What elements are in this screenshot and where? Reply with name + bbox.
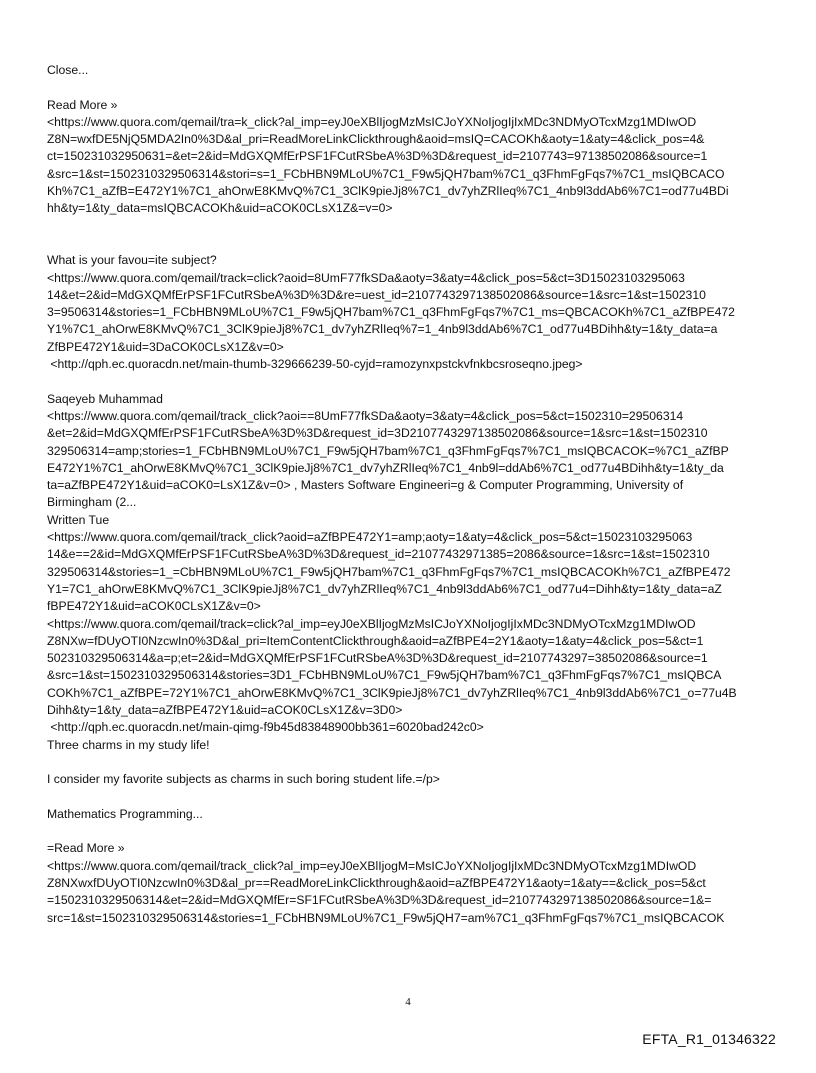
text-line: What is your favou=ite subject?: [47, 253, 217, 268]
text-line: ct=150231032950631=&et=2&id=MdGXQMfErPSF1FCutRSbeA%3D%3D&request_id=2107743=97138502086&source=1: [47, 149, 708, 164]
text-line: [47, 788, 777, 805]
text-line: Dihh&ty=1&ty_data=aZfBPE472Y1&uid=aCOK0CLsX1Z&v=3D0>: [47, 702, 403, 717]
text-line: Y1%7C1_ahOrwE8KMvQ%7C1_3ClK9pieJj8%7C1_dv7yhZRlIeq%7=1_4nb9l3ddAb6%7C1_od77u4BDihh&ty=1&ty_data=a: [47, 322, 718, 337]
text-line: I consider my favorite subjects as charms in such boring student life.=/p>: [47, 772, 440, 787]
text-line: [47, 823, 777, 840]
text-line: Mathematics Programming...: [47, 806, 203, 821]
text-line: E472Y1%7C1_ahOrwE8KMvQ%7C1_3ClK9pieJj8%7C1_dv7yhZRlIeq%7C1_4nb9l=ddAb6%7C1_od77u4BDihh&ty=1&ty_da: [47, 460, 724, 475]
text-line: <https://www.quora.com/qemail/track_click?aoid=aZfBPE472Y1=amp;aoty=1&aty=4&click_pos=5&ct=15023103295063: [47, 530, 693, 545]
text-line: Read More »: [47, 97, 118, 112]
text-line: src=1&st=1502310329506314&stories=1_FCbHBN9MLoU%7C1_F9w5jQH7=am%7C1_q3FhmFgFqs7%7C1_msIQBCACOK: [47, 910, 725, 925]
text-line: <https://www.quora.com/qemail/track_click?al_imp=eyJ0eXBlIjogM=MsICJoYXNoIjogIjIxMDc3NDMyOTcxMzg1MDIwOD: [47, 858, 697, 873]
text-line: Saqeyeb Muhammad: [47, 391, 163, 406]
bates-number: EFTA_R1_01346322: [642, 1031, 776, 1047]
text-line: ta=aZfBPE472Y1&uid=aCOK0=LsX1Z&v=0> , Masters Software Engineeri=g & Computer Programming, University of: [47, 478, 684, 493]
text-line: 329506314=amp;stories=1_FCbHBN9MLoU%7C1_F9w5jQH7bam%7C1_q3FhmFgFqs7%7C1_msIQBCACOK=%7C1_aZfBP: [47, 443, 729, 458]
text-line: [47, 373, 777, 390]
text-line: [47, 754, 777, 771]
text-line: 329506314&stories=1_=CbHBN9MLoU%7C1_F9w5jQH7bam%7C1_q3FhmFgFqs7%7C1_msIQBCACOKh%7C1_aZfBPE472: [47, 564, 731, 579]
text-line: =Read More »: [47, 841, 125, 856]
text-line: Close...: [47, 63, 89, 77]
text-line: &et=2&id=MdGXQMfErPSF1FCutRSbeA%3D%3D&request_id=3D2107743297138502086&source=1&src=1&st=1502310: [47, 426, 708, 441]
text-line: <https://www.quora.com/qemail/track_click?aoi==8UmF77fkSDa&aoty=3&aty=4&click_pos=5&ct=1502310=29506314: [47, 408, 684, 423]
text-line: COKh%7C1_aZfBPE=72Y1%7C1_ahOrwE8KMvQ%7C1_3ClK9pieJj8%7C1_dv7yhZRlIeq%7C1_4nb9l3ddAb6%7C1_o=77u4B: [47, 685, 737, 700]
text-line: Z8NXw=fDUyOTI0NzcwIn0%3D&al_pri=ItemContentClickthrough&aoid=aZfBPE4=2Y1&aoty=1&aty=4&click_pos=5&ct=1: [47, 633, 704, 648]
text-line: &src=1&st=1502310329506314&stori=s=1_FCbHBN9MLoU%7C1_F9w5jQH7bam%7C1_q3FhmFgFqs7%7C1_msIQBCACO: [47, 166, 725, 181]
text-line: <https://www.quora.com/qemail/tra=k_click?al_imp=eyJ0eXBlIjogMzMsICJoYXNoIjogIjIxMDc3NDMyOTcxMzg1MDIwOD: [47, 114, 697, 129]
text-line: Z8NXwxfDUyOTI0NzcwIn0%3D&al_pr==ReadMoreLinkClickthrough&aoid=aZfBPE472Y1&aoty=1&aty==&click_pos=5&ct: [47, 875, 706, 890]
page-number: 4: [405, 996, 411, 1008]
text-line: =1502310329506314&et=2&id=MdGXQMfEr=SF1FCutRSbeA%3D%3D&request_id=2107743297138502086&source=1&=: [47, 893, 712, 908]
text-line: <https://www.quora.com/qemail/track=click?aoid=8UmF77fkSDa&aoty=3&aty=4&click_pos=5&ct=3D15023103295063: [47, 270, 685, 285]
text-line: fBPE472Y1&uid=aCOK0CLsX1Z&v=0>: [47, 599, 261, 614]
text-line: [47, 235, 777, 252]
text-line: Three charms in my study life!: [47, 737, 210, 752]
text-line: Y1=7C1_ahOrwE8KMvQ%7C1_3ClK9pieJj8%7C1_dv7yhZRlIeq%7C1_4nb9l3ddAb6%7C1_od77u4=Dihh&ty=1&ty_data=aZ: [47, 581, 722, 596]
text-line: Written Tue: [47, 512, 110, 527]
text-line: 502310329506314&a=p;et=2&id=MdGXQMfErPSF1FCutRSbeA%3D%3D&request_id=2107743297=38502086&source=1: [47, 651, 708, 666]
text-line: Birmingham (2...: [47, 495, 137, 510]
text-line: <http://qph.ec.quoracdn.net/main-qimg-f9b45d83848900bb361=6020bad242c0>: [47, 720, 484, 735]
text-line: [47, 79, 777, 96]
text-line: Kh%7C1_aZfB=E472Y1%7C1_ahOrwE8KMvQ%7C1_3ClK9pieJj8%7C1_dv7yhZRlIeq%7C1_4nb9l3ddAb6%7C1=od77u4BDi: [47, 184, 729, 199]
text-line: hh&ty=1&ty_data=msIQBCACOKh&uid=aCOK0CLsX1Z&=v=0>: [47, 201, 393, 216]
document-body: [47, 62, 777, 927]
text-line: 3=9506314&stories=1_FCbHBN9MLoU%7C1_F9w5jQH7bam%7C1_q3FhmFgFqs7%7C1_ms=QBCACOKh%7C1_aZfBPE472: [47, 305, 735, 320]
text-line: Z8N=wxfDE5NjQ5MDA2In0%3D&al_pri=ReadMoreLinkClickthrough&aoid=msIQ=CACOKh&aoty=1&aty=4&click_pos=4&: [47, 132, 705, 147]
text-line: <https://www.quora.com/qemail/track=click?al_imp=eyJ0eXBlIjogMzMsICJoYXNoIjogIjIxMDc3NDMyOTcxMzg1MDIwOD: [47, 616, 696, 631]
text-line: 14&et=2&id=MdGXQMfErPSF1FCutRSbeA%3D%3D&re=uest_id=2107743297138502086&source=1&src=1&st=1502310: [47, 287, 706, 302]
text-line: 14&e==2&id=MdGXQMfErPSF1FCutRSbeA%3D%3D&request_id=21077432971385=2086&source=1&src=1&st=1502310: [47, 547, 710, 562]
text-line: ZfBPE472Y1&uid=3DaCOK0CLsX1Z&v=0>: [47, 339, 284, 354]
text-line: &src=1&st=1502310329506314&stories=3D1_FCbHBN9MLoU%7C1_F9w5jQH7bam%7C1_q3FhmFgFqs7%7C1_msIQBCA: [47, 668, 722, 683]
text-line: <http://qph.ec.quoracdn.net/main-thumb-329666239-50-cyjd=ramozynxpstckvfnkbcsroseqno.jpeg>: [47, 357, 583, 372]
text-line: [47, 218, 777, 235]
